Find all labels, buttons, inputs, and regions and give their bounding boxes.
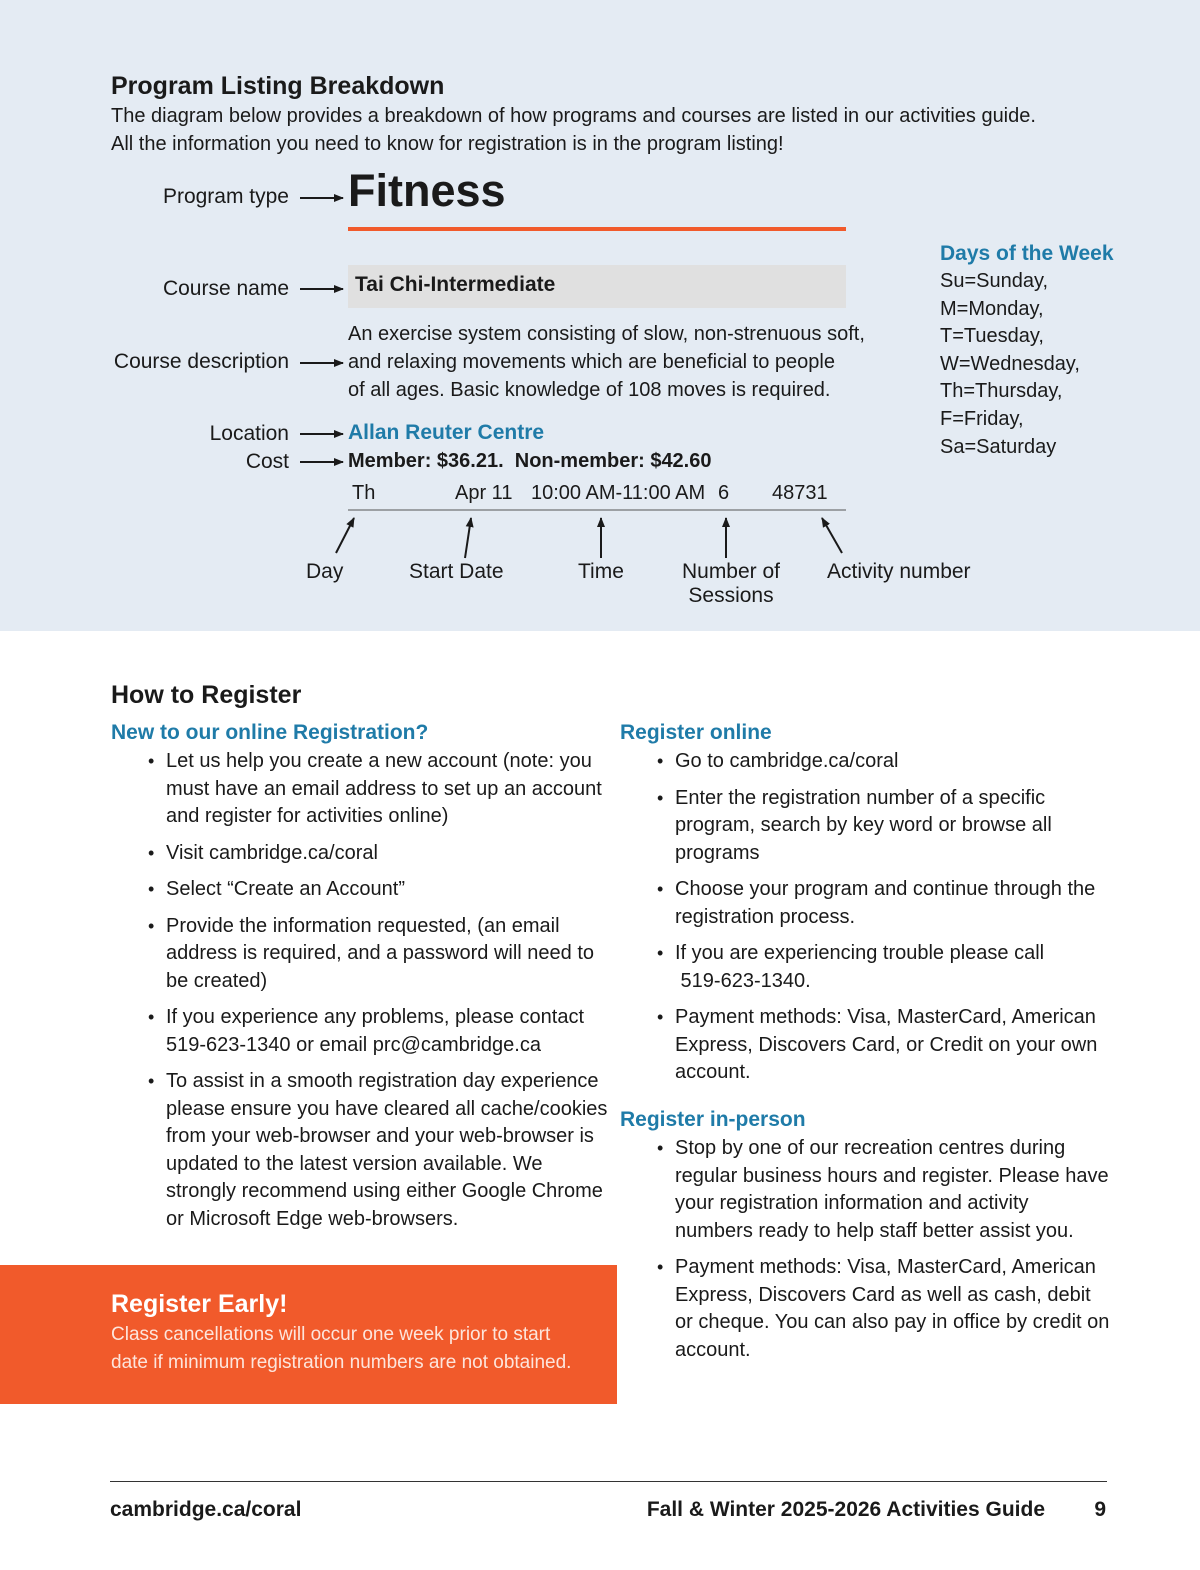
label-course-name: Course name <box>162 277 289 300</box>
label-cost: Cost <box>245 450 289 473</box>
register-in-person-item-line: • Payment methods: Visa, MasterCard, American <box>675 1256 1096 1278</box>
description-line-1: An exercise system consisting of slow, non-strenuous soft, <box>348 323 865 345</box>
new-online-item-line: • Visit cambridge.ca/coral <box>166 841 378 864</box>
register-in-person-item-line: • Stop by one of our recreation centres during <box>675 1137 1066 1159</box>
register-in-person-item-line: numbers ready to help staff better assist you. <box>675 1219 1074 1242</box>
footer-rule <box>110 1481 1107 1482</box>
how-to-register-title: How to Register <box>111 681 302 709</box>
footer-guide-title: Fall & Winter 2025-2026 Activities Guide <box>646 1498 1045 1521</box>
new-online-item-line: from your web-browser and your web-browser is <box>166 1125 594 1147</box>
register-in-person-list <box>620 1135 1115 1364</box>
program-type-rule <box>348 227 846 231</box>
register-online-item-line: • Go to cambridge.ca/coral <box>675 750 899 772</box>
location-name: Allan Reuter Centre <box>348 421 545 444</box>
register-in-person-item-line: your registration information and activity <box>675 1192 1029 1214</box>
register-early-line2: date if minimum registration numbers are not obtained. <box>111 1351 572 1373</box>
row-label-activity-number: Activity number <box>827 560 971 583</box>
new-online-section <box>111 721 606 1242</box>
footer-url[interactable]: cambridge.ca/coral <box>110 1498 302 1521</box>
new-online-item-line: • To assist in a smooth registration day experience <box>166 1070 599 1092</box>
footer-page-number: 9 <box>1094 1498 1106 1521</box>
register-online-item-line: registration process. <box>675 905 856 928</box>
new-online-item-line: address is required, and a password will need to <box>166 942 595 964</box>
course-description <box>348 320 865 404</box>
new-online-item-line: please ensure you have cleared all cache/cookies <box>166 1097 608 1120</box>
row-label-time: Time <box>578 560 624 583</box>
row-label-day: Day <box>306 560 344 583</box>
row-time: 10:00 AM-11:00 AM <box>531 482 706 504</box>
course-name-bar <box>348 265 846 308</box>
register-online-item-line: • Enter the registration number of a specific <box>675 786 1046 809</box>
register-in-person-item <box>620 1254 1115 1364</box>
register-online-item <box>620 1004 1115 1087</box>
breakdown-intro-line2: All the information you need to know for registration is in the program listing! <box>111 133 784 155</box>
row-label-sessions-line1: Number of <box>681 560 781 583</box>
days-of-week <box>940 242 1114 461</box>
new-online-item-line: • If you experience any problems, please contact <box>166 1006 585 1028</box>
days-of-week-list <box>940 268 1114 461</box>
row-label-start-date: Start Date <box>409 560 504 583</box>
new-online-item-line: must have an email address to set up an account <box>166 777 602 800</box>
register-early-title: Register Early! <box>111 1290 288 1318</box>
register-in-person-heading: Register in-person <box>620 1108 806 1131</box>
program-listing-breakdown <box>0 0 1200 631</box>
register-online-list <box>620 748 1115 1087</box>
new-online-item-line: updated to the latest version available. We <box>166 1152 543 1175</box>
day-of-week-item: W=Wednesday, <box>940 352 1080 375</box>
day-of-week-item: Sa=Saturday <box>940 435 1057 458</box>
new-online-item-line: • Select “Create an Account” <box>166 878 406 900</box>
day-of-week-item: Th=Thursday, <box>940 380 1063 403</box>
arrow-day <box>336 518 354 553</box>
register-in-person-item <box>620 1135 1115 1245</box>
register-in-person-item-line: Express, Discovers Card as well as cash, debit <box>675 1283 1091 1306</box>
register-early-box <box>0 1265 617 1404</box>
new-online-heading: New to our online Registration? <box>111 721 429 744</box>
course-name: Tai Chi-Intermediate <box>355 273 556 296</box>
new-online-item <box>111 1068 606 1233</box>
description-line-3: of all ages. Basic knowledge of 108 moves is required. <box>348 379 831 401</box>
register-in-person-item-line: regular business hours and register. Please have <box>675 1164 1109 1187</box>
row-sessions: 6 <box>718 482 730 504</box>
day-of-week-item: T=Tuesday, <box>940 325 1044 348</box>
arrow-start-date <box>465 518 471 558</box>
new-online-item-line: or Microsoft Edge web-browsers. <box>166 1207 459 1230</box>
register-in-person-section <box>620 1108 1115 1373</box>
new-online-item-line: 519-623-1340 or email prc@cambridge.ca <box>166 1033 541 1056</box>
register-online-item <box>620 876 1115 931</box>
register-online-item-line: programs <box>675 841 760 864</box>
register-online-item <box>620 748 1115 776</box>
day-of-week-item: Su=Sunday, <box>940 270 1049 292</box>
new-online-item-line: • Provide the information requested, (an email <box>166 914 560 937</box>
register-online-item-line: account. <box>675 1061 751 1083</box>
register-in-person-item-line: account. <box>675 1338 751 1361</box>
register-early-line1: Class cancellations will occur one week prior to start <box>111 1324 551 1345</box>
register-online-heading: Register online <box>620 721 772 744</box>
new-online-item <box>111 913 606 996</box>
register-online-item-line: • Choose your program and continue through the <box>675 878 1096 900</box>
register-online-item <box>620 940 1115 995</box>
label-program-type: Program type <box>162 185 289 208</box>
new-online-item <box>111 876 606 904</box>
new-online-item <box>111 748 606 831</box>
register-early-text <box>111 1321 571 1376</box>
register-online-item <box>620 785 1115 868</box>
row-day: Th <box>352 482 376 504</box>
register-online-section <box>620 721 1115 1096</box>
new-online-item-line: and register for activities online) <box>166 805 449 827</box>
days-of-week-title: Days of the Week <box>940 242 1114 265</box>
new-online-item <box>111 840 606 868</box>
row-activity-number: 48731 <box>772 482 828 504</box>
register-online-item-line: • Payment methods: Visa, MasterCard, American <box>675 1006 1096 1028</box>
register-online-item-line: 519-623-1340. <box>675 969 811 992</box>
breakdown-title: Program Listing Breakdown <box>111 72 445 100</box>
day-of-week-item: M=Monday, <box>940 297 1044 320</box>
label-location: Location <box>209 422 289 445</box>
register-online-item-line: program, search by key word or browse all <box>675 814 1052 836</box>
register-in-person-item-line: or cheque. You can also pay in office by credit on <box>675 1311 1110 1333</box>
register-online-item-line: • If you are experiencing trouble please call <box>675 942 1045 964</box>
day-of-week-item: F=Friday, <box>940 407 1024 430</box>
description-line-2: and relaxing movements which are beneficial to people <box>348 351 835 373</box>
new-online-item-line: • Let us help you create a new account (note: you <box>166 750 592 772</box>
cost-text: Member: $36.21. Non-member: $42.60 <box>348 450 712 472</box>
row-label-sessions-line2: Sessions <box>688 584 774 607</box>
new-online-list <box>111 748 606 1233</box>
program-type-fitness: Fitness <box>348 165 506 216</box>
label-course-description: Course description <box>113 350 289 373</box>
new-online-item-line: strongly recommend using either Google Chrome <box>166 1180 603 1202</box>
row-label-sessions <box>670 560 792 608</box>
row-start-date: Apr 11 <box>455 482 513 504</box>
arrow-activity-number <box>822 518 842 553</box>
new-online-item-line: be created) <box>166 969 268 992</box>
new-online-item <box>111 1004 606 1059</box>
breakdown-intro-line1: The diagram below provides a breakdown of how programs and courses are listed in our activities guide. <box>111 105 1036 127</box>
register-online-item-line: Express, Discovers Card, or Credit on your own <box>675 1033 1098 1056</box>
